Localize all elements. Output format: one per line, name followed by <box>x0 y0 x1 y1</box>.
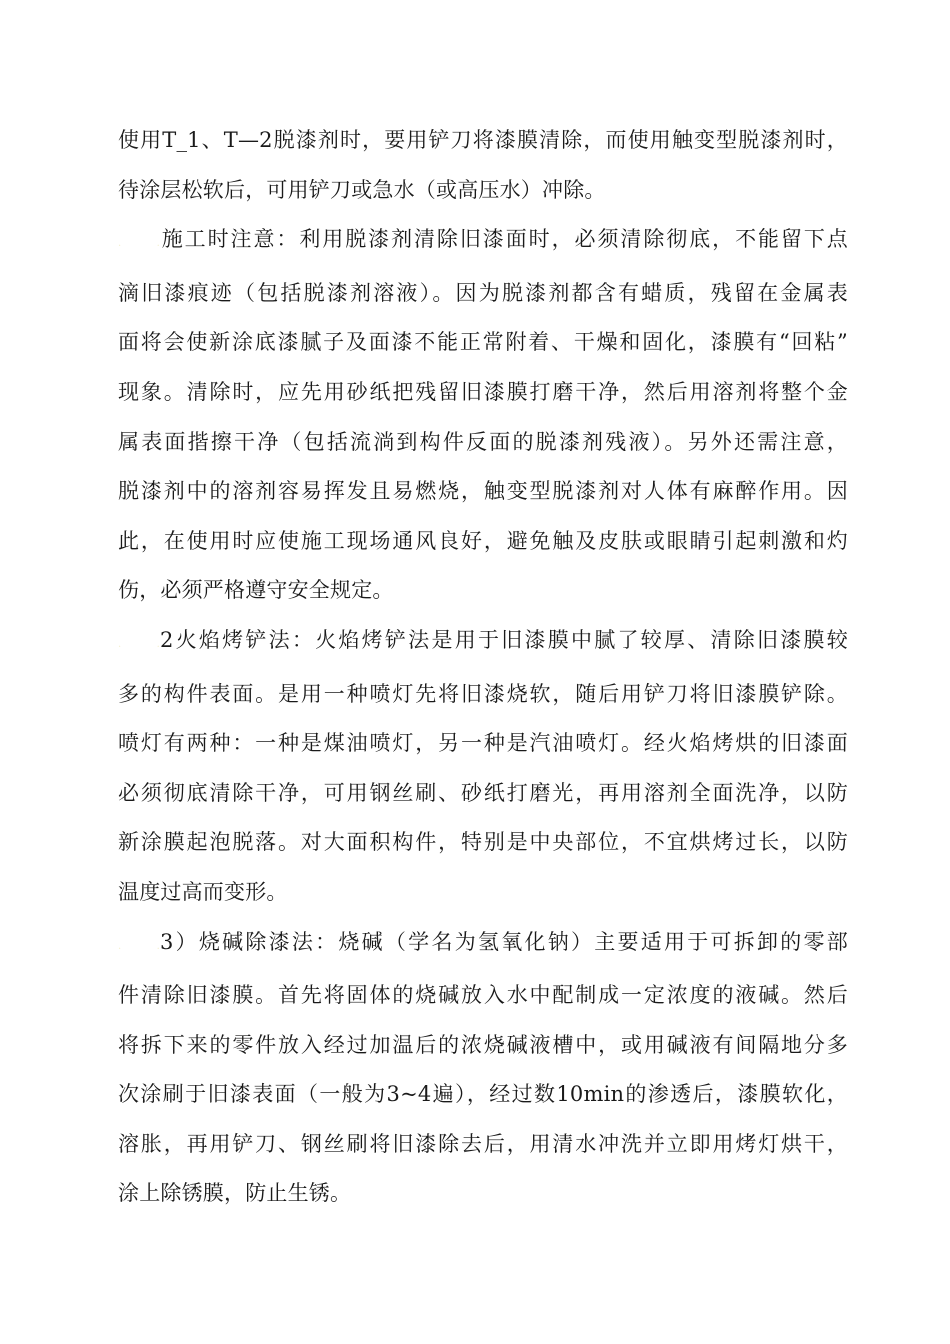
text-line: 将拆下来的零件放入经过加温后的浓烧碱液槽中，或用碱液有间隔地分多 <box>118 1032 848 1057</box>
text-line: 多的构件表面。是用一种喷灯先将旧漆烧软，随后用铲刀将旧漆膜铲除。 <box>118 681 848 706</box>
text-line: 现象。清除时，应先用砂纸把残留旧漆膜打磨干净，然后用溶剂将整个金 <box>118 379 848 404</box>
paragraph-precautions <box>118 215 848 616</box>
text-line: 此，在使用时应使施工现场通风良好，避免触及皮肤或眼睛引起刺激和灼 <box>118 528 848 553</box>
text-line: 温度过高而变形。 <box>118 879 288 904</box>
text-line: 新涂膜起泡脱落。对大面积构件，特别是中央部位，不宜烘烤过长，以防 <box>118 830 848 855</box>
text-line: 次涂刷于旧漆表面（一般为3~4遍），经过数10min的渗透后，漆膜软化， <box>118 1082 849 1107</box>
text-line: 滴旧漆痕迹（包括脱漆剂溶液）。因为脱漆剂都含有蜡质，残留在金属表 <box>118 280 848 305</box>
text-line: 面将会使新涂底漆腻子及面漆不能正常附着、干燥和固化，漆膜有“回粘” <box>118 330 848 355</box>
text-line <box>118 215 848 269</box>
text-line: 件清除旧漆膜。首先将固体的烧碱放入水中配制成一定浓度的液碱。然后 <box>118 983 848 1008</box>
text-line: 属表面揩擦干净（包括流淌到构件反面的脱漆剂残液）。另外还需注意， <box>118 429 848 454</box>
text-line: 伤，必须严格遵守安全规定。 <box>118 578 394 603</box>
indent-marker: . . <box>118 638 160 650</box>
indent-marker: . . <box>118 238 160 250</box>
text-line: 待涂层松软后，可用铲刀或急水（或高压水）冲除。 <box>118 177 606 202</box>
text-line-content: 施工时注意：利用脱漆剂清除旧漆面时，必须清除彻底，不能留下点 <box>160 227 848 252</box>
paragraph-caustic-soda-method <box>118 918 848 1220</box>
text-line-content: 3）烧碱除漆法：烧碱（学名为氢氧化钠）主要适用于可拆卸的零部 <box>160 929 848 954</box>
text-line: 溶胀，再用铲刀、钢丝刷将旧漆除去后，用清水冲洗并立即用烤灯烘干， <box>118 1131 848 1156</box>
text-line-content: 2火焰烤铲法：火焰烤铲法是用于旧漆膜中腻了较厚、清除旧漆膜较 <box>160 627 848 652</box>
indent-marker: . . <box>118 940 160 952</box>
text-line: 喷灯有两种：一种是煤油喷灯，另一种是汽油喷灯。经火焰烤烘的旧漆面 <box>118 731 848 756</box>
text-line: 涂上除锈膜，防止生锈。 <box>118 1181 352 1206</box>
paragraph-flame-method <box>118 616 848 918</box>
document-page <box>118 116 848 1219</box>
text-line: 使用T_1、T—2脱漆剂时，要用铲刀将漆膜清除，而使用触变型脱漆剂时， <box>118 128 848 152</box>
text-line <box>118 616 848 670</box>
text-line: 必须彻底清除干净，可用钢丝刷、砂纸打磨光，再用溶剂全面洗净，以防 <box>118 780 848 805</box>
text-line <box>118 918 848 972</box>
paragraph-remover-usage <box>118 116 848 215</box>
text-line: 脱漆剂中的溶剂容易挥发且易燃烧，触变型脱漆剂对人体有麻醉作用。因 <box>118 479 848 504</box>
